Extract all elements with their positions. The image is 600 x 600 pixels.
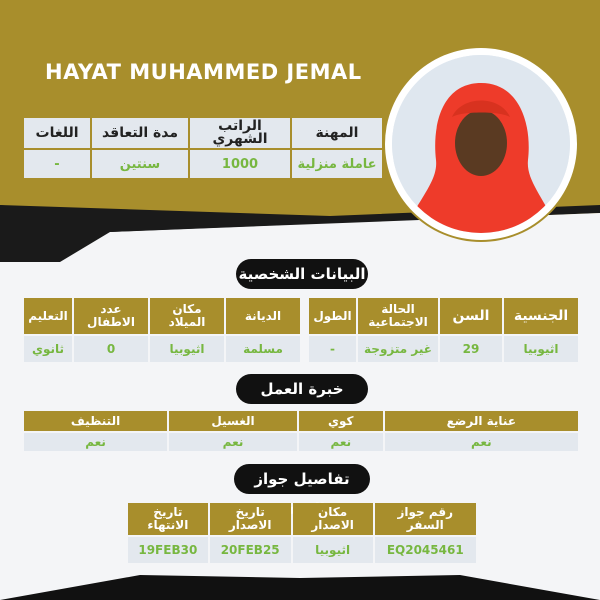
personal-table-right [307,296,580,364]
candidate-photo [392,55,570,233]
value-marital-status: غير متزوجة [358,336,438,362]
value-issue-date: 20FEB25 [210,537,291,563]
value-birthplace: اثيوبيا [150,336,224,362]
value-infant-care: نعم [385,433,578,451]
header-infant-care: عناية الرضع [385,411,578,431]
section-passport-title: تفاصيل جواز [234,464,370,494]
header-expiry-date: تاريخ الانتهاء [128,503,208,535]
header-religion: الديانة [226,298,300,334]
header-monthly-salary: الراتب الشهري [190,118,290,148]
value-religion: مسلمة [226,336,300,362]
value-laundry: نعم [169,433,297,451]
value-profession: عاملة منزلية [292,150,382,178]
header-marital-status: الحالة الاجتماعية [358,298,438,334]
section-personal-title: البيانات الشخصية [236,259,368,289]
header-contract-duration: مدة التعاقد [92,118,188,148]
section-work-title: خبرة العمل [236,374,368,404]
value-monthly-salary: 1000 [190,150,290,178]
value-passport-number: EQ2045461 [375,537,476,563]
header-cleaning: التنظيف [24,411,167,431]
header-issue-place: مكان الاصدار [293,503,373,535]
value-nationality: اثيوبيا [504,336,578,362]
header-nationality: الجنسية [504,298,578,334]
header-laundry: الغسيل [169,411,297,431]
header-age: السن [440,298,502,334]
value-education: ثانوي [24,336,72,362]
header-passport-number: رقم جواز السفر [375,503,476,535]
bottom-dark-band [0,575,600,600]
value-ironing: نعم [299,433,383,451]
candidate-name: HAYAT MUHAMMED JEMAL [45,60,362,84]
header-children: عدد الاطفال [74,298,148,334]
header-languages: اللغات [24,118,90,148]
value-height: - [309,336,356,362]
value-issue-place: اثيوبيا [293,537,373,563]
value-age: 29 [440,336,502,362]
value-languages: - [24,150,90,178]
personal-table-left [22,296,302,364]
value-children: 0 [74,336,148,362]
value-contract-duration: سنتين [92,150,188,178]
header-issue-date: تاريخ الاصدار [210,503,291,535]
job-summary-table [22,116,384,180]
value-cleaning: نعم [24,433,167,451]
work-table [22,409,580,453]
header-birthplace: مكان الميلاد [150,298,224,334]
header-ironing: كوي [299,411,383,431]
value-expiry-date: 19FEB30 [128,537,208,563]
header-education: التعليم [24,298,72,334]
header-height: الطول [309,298,356,334]
passport-table [126,501,478,565]
header-profession: المهنة [292,118,382,148]
